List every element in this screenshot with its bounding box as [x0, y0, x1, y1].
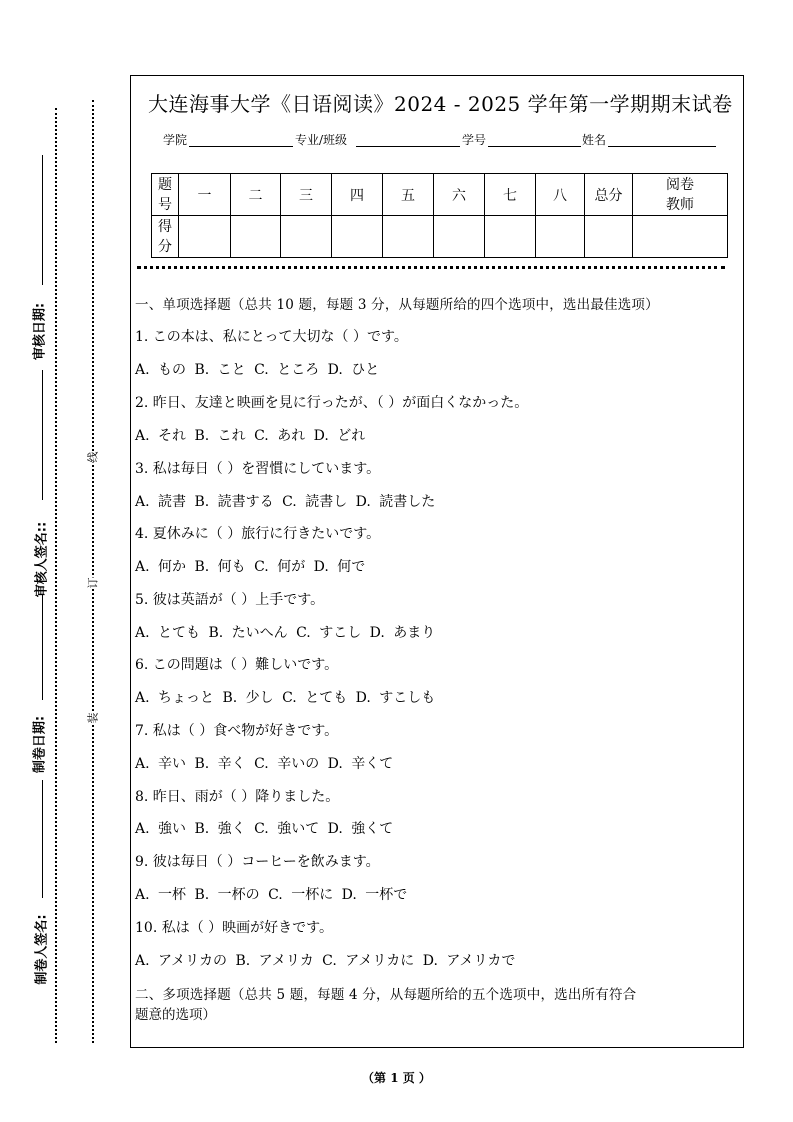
- binding-dotted-line-inner: [92, 100, 94, 1043]
- options-7: A. 辛い B. 辛く C. 辛いの D. 辛くて: [135, 756, 394, 772]
- score-table-header-cell: 一: [179, 174, 231, 216]
- score-table-header-cell: 阅卷 教师: [633, 174, 728, 216]
- major-label: 专业/班级: [295, 133, 348, 147]
- score-table: [151, 173, 728, 258]
- score-table-header-cell: 六: [434, 174, 485, 216]
- name-label: 姓名: [582, 133, 607, 147]
- college-input-line[interactable]: [189, 146, 293, 147]
- dotted-separator: [137, 266, 725, 269]
- make-date-label: 制卷日期:: [32, 715, 48, 774]
- score-cell[interactable]: [633, 216, 728, 258]
- page-number: （第 1 页 ）: [362, 1071, 431, 1085]
- binding-dotted-line-outer: [55, 108, 57, 1043]
- options-3: A. 読書 B. 読書する C. 読書し D. 読書した: [135, 494, 436, 510]
- exam-title: 大连海事大学《日语阅读》2024 - 2025 学年第一学期期末试卷: [148, 92, 733, 116]
- question-3: 3. 私は毎日（ ）を習慣にしています。: [135, 461, 381, 477]
- student-id-label: 学号: [462, 133, 487, 147]
- question-5: 5. 彼は英語が（ ）上手です。: [135, 592, 325, 608]
- reviewer-sign-label: 审核人签名::: [34, 521, 50, 598]
- section2-heading: 二、多项选择题（总共 5 题，每题 4 分，从每题所给的五个选项中，选出所有符合: [135, 987, 637, 1003]
- score-cell[interactable]: [536, 216, 585, 258]
- options-4: A. 何か B. 何も C. 何が D. 何で: [135, 559, 366, 575]
- binding-char-bind: 订: [86, 577, 100, 589]
- score-cell[interactable]: [231, 216, 281, 258]
- question-4: 4. 夏休みに（ ）旅行に行きたいです。: [135, 526, 381, 542]
- score-cell[interactable]: [281, 216, 332, 258]
- review-date-label: 审核日期:: [32, 302, 48, 361]
- score-cell[interactable]: [485, 216, 536, 258]
- major-input-line[interactable]: [356, 146, 460, 147]
- make-date-line: [42, 595, 43, 700]
- options-2: A. それ B. これ C. あれ D. どれ: [135, 428, 366, 444]
- question-8: 8. 昨日、雨が（ ）降りました。: [135, 789, 340, 805]
- maker-sign-label: 制卷人签名:: [34, 914, 50, 985]
- options-8: A. 強い B. 強く C. 強いて D. 強くて: [135, 821, 394, 837]
- maker-sign-line: [42, 780, 43, 898]
- options-6: A. ちょっと B. 少し C. とても D. すこしも: [135, 690, 436, 706]
- score-table-header-cell: 题 号: [152, 174, 179, 216]
- name-input-line[interactable]: [608, 146, 716, 147]
- options-10: A. アメリカの B. アメリカ C. アメリカに D. アメリカで: [135, 953, 516, 969]
- score-table-header-cell: 八: [536, 174, 585, 216]
- question-2: 2. 昨日、友達と映画を見に行ったが、（ ）が面白くなかった。: [135, 395, 529, 411]
- question-6: 6. この問題は（ ）難しいです。: [135, 657, 339, 673]
- question-1: 1. この本は、私にとって大切な（ ）です。: [135, 329, 408, 345]
- score-cell[interactable]: [383, 216, 434, 258]
- question-7: 7. 私は（ ）食べ物が好きです。: [135, 723, 339, 739]
- score-cell[interactable]: [179, 216, 231, 258]
- question-9: 9. 彼は毎日（ ）コーヒーを飲みます。: [135, 854, 380, 870]
- options-1: A. もの B. こと C. ところ D. ひと: [135, 362, 380, 378]
- score-table-header-cell: 总分: [585, 174, 633, 216]
- question-10: 10. 私は（ ）映画が好きです。: [135, 920, 334, 936]
- score-table-header-cell: 五: [383, 174, 434, 216]
- binding-char-line: 线: [86, 451, 100, 463]
- options-5: A. とても B. たいへん C. すこし D. あまり: [135, 625, 436, 641]
- binding-char-fold: 装: [86, 712, 100, 724]
- score-table-header-cell: 二: [231, 174, 281, 216]
- review-date-line: [42, 155, 43, 285]
- college-label: 学院: [163, 133, 188, 147]
- student-id-input-line[interactable]: [488, 146, 581, 147]
- score-table-header-cell: 四: [332, 174, 383, 216]
- options-9: A. 一杯 B. 一杯の C. 一杯に D. 一杯で: [135, 887, 408, 903]
- section1-heading: 一、单项选择题（总共 10 题，每题 3 分，从每题所给的四个选项中，选出最佳选项）: [135, 297, 659, 313]
- section2-heading-cont: 题意的选项）: [135, 1007, 216, 1023]
- score-table-header-cell: 三: [281, 174, 332, 216]
- score-table-header-cell: 七: [485, 174, 536, 216]
- reviewer-sign-line: [42, 370, 43, 500]
- score-cell[interactable]: [434, 216, 485, 258]
- score-cell[interactable]: [585, 216, 633, 258]
- score-table-row-label: 得 分: [152, 216, 179, 258]
- score-cell[interactable]: [332, 216, 383, 258]
